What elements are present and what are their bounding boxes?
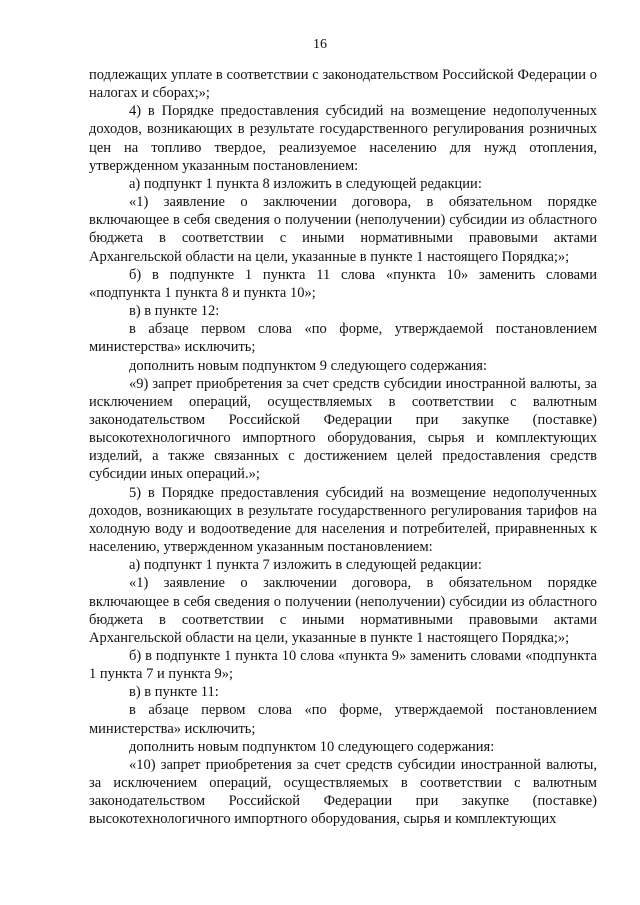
paragraph-subitem-a: а) подпункт 1 пункта 8 изложить в следующей редакции: (129, 175, 482, 192)
paragraph-subitem-v: в) в пункте 12: (129, 303, 220, 320)
paragraph-subitem-a: а) подпункт 1 пункта 7 изложить в следующей редакции: (129, 557, 482, 574)
paragraph-amendment: в абзаце первом слова «по форме, утверждаемой постановлением министерства» исключить; (89, 702, 597, 737)
paragraph-quote-10: «10) запрет приобретения за счет средств субсидии иностранной валюты, за исключением операций, осуществляемых в соответствии с валютным законодательством Российской Федерации при закупке (поставке) высокотехнологичного импортного оборудования, сырья и комплектующих (89, 756, 597, 828)
paragraph-quote-1: «1) заявление о заключении договора, в обязательном порядке включающее в себя сведения о получении (неполучении) субсидии из областного бюджета в соответствии с иными нормативными правовыми актами Архангельской области на цели, указанные в пункте 1 настоящего Порядка;»; (89, 575, 597, 646)
paragraph-subitem-b: б) в подпункте 1 пункта 11 слова «пункта 10» заменить словами «подпункта 1 пункта 8 и пункта 10»; (89, 266, 597, 301)
paragraph-subitem-b: б) в подпункте 1 пункта 10 слова «пункта 9» заменить словами «подпункта 1 пункта 7 и пункта 9»; (89, 648, 597, 683)
page-number: 16 (313, 37, 327, 52)
document-body (89, 66, 597, 829)
paragraph-quote-1: «1) заявление о заключении договора, в обязательном порядке включающее в себя сведения о получении (неполучении) субсидии из областного бюджета в соответствии с иными нормативными правовыми актами Архангельской области на цели, указанные в пункте 1 настоящего Порядка;»; (89, 194, 597, 265)
paragraph-add-subitem: дополнить новым подпунктом 10 следующего содержания: (129, 738, 495, 755)
paragraph-add-subitem: дополнить новым подпунктом 9 следующего содержания: (129, 357, 488, 374)
paragraph-item-5: 5) в Порядке предоставления субсидий на возмещение недополученных доходов, возникающих в результате государственного регулирования тарифов на холодную воду и водоотведение для населения и потребителей, приравненных к населению, утвержденном указанным постановлением: (89, 484, 597, 556)
paragraph-item-4: 4) в Порядке предоставления субсидий на возмещение недополученных доходов, возникающих в результате государственного регулирования розничных цен на топливо твердое, реализуемое населению для нужд отопления, утвержденном указанным постановлением: (89, 103, 597, 174)
paragraph-continuation: подлежащих уплате в соответствии с законодательством Российской Федерации о налогах и сборах;»; (89, 67, 597, 102)
paragraph-subitem-v: в) в пункте 11: (129, 684, 219, 701)
paragraph-amendment: в абзаце первом слова «по форме, утверждаемой постановлением министерства» исключить; (89, 321, 597, 356)
paragraph-quote-9: «9) запрет приобретения за счет средств субсидии иностранной валюты, за исключением операций, осуществляемых в соответствии с валютным законодательством Российской Федерации при закупке (поставке) высокотехнологичного импортного оборудования, сырья и комплектующих изделий, а также связанных с достижением целей предоставления средств субсидии иных операций.»; (89, 375, 597, 483)
